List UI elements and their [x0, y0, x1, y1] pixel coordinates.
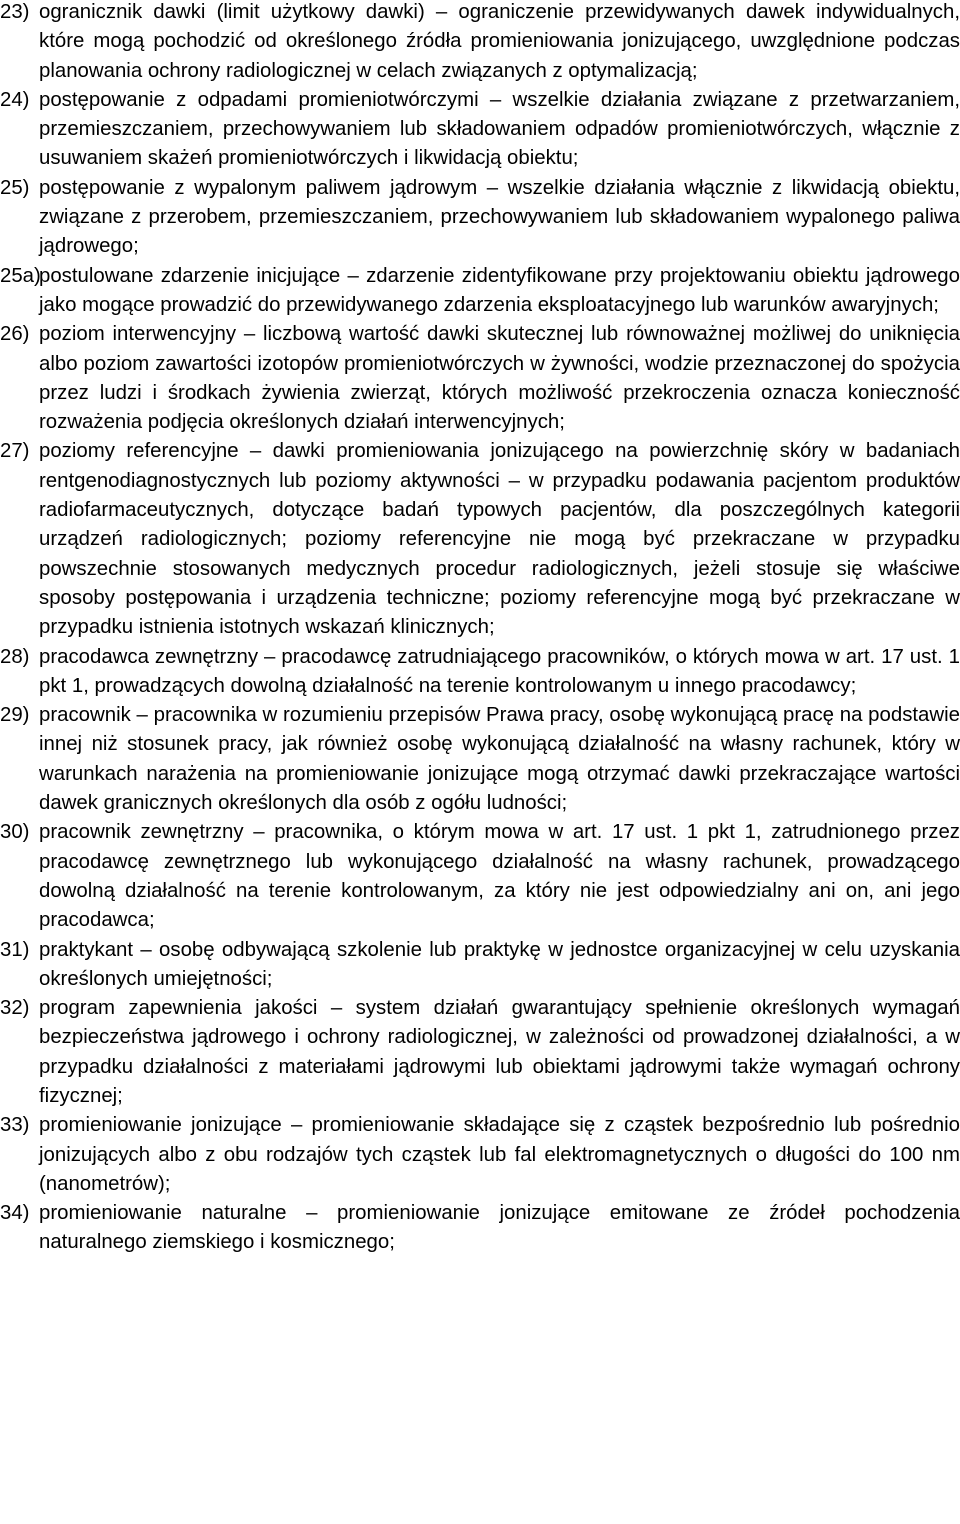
definition-text: program zapewnienia jakości – system działań gwarantujący spełnienie określonych wymagań bezpieczeństwa jądrowego i ochrony radiologicznej, w zależności od prowadzonej działalności, a w przypadku działalności z materiałami jądrowymi lub obiektami jądrowymi także wymagań ochrony fizycznej; — [39, 997, 960, 1107]
definition-number: 23) — [0, 1, 30, 23]
definition-item — [0, 437, 960, 642]
definition-text: pracodawca zewnętrzny – pracodawcę zatrudniającego pracowników, o których mowa w art. 17 ust. 1 pkt 1, prowadzących dowolną działalność na terenie kontrolowanym u innego pracodawcy; — [39, 645, 960, 697]
definition-item — [0, 936, 960, 995]
definition-text: poziomy referencyjne – dawki promieniowania jonizującego na powierzchnię skóry w badaniach rentgenodiagnostycznych lub poziomy aktywności – w przypadku podawania pacjentom produktów radiofarmaceutycznych, dotyczące badań typowych pacjentów, dla poszczególnych kategorii urządzeń radiologicznych; poziomy referencyjne nie mogą być przekraczane w przypadku powszechnie stosowanych medycznych procedur radiologicznych, jeżeli stosuje się właściwe sposoby postępowania i urządzenia techniczne; poziomy referencyjne mogą być przekraczane w przypadku istnienia istotnych wskazań klinicznych; — [39, 440, 960, 639]
definition-item — [0, 0, 960, 86]
definition-text: pracownik – pracownika w rozumieniu przepisów Prawa pracy, osobę wykonującą pracę na podstawie innej niż stosunek pracy, jak również osobę wykonującą działalność na własny rachunek, który w warunkach narażenia na promieniowanie jonizujące mogą otrzymać dawki przekraczające wartości dawek granicznych określonych dla osób z ogółu ludności; — [39, 704, 960, 815]
definition-text: postępowanie z odpadami promieniotwórczymi – wszelkie działania związane z przetwarzaniem, przemieszczaniem, przechowywaniem lub składowaniem odpadów promieniotwórczych, włącznie z usuwaniem skażeń promieniotwórczych i likwidacją obiektu; — [39, 88, 960, 170]
definition-item — [0, 701, 960, 818]
definition-item — [0, 1111, 960, 1199]
definition-text: praktykant – osobę odbywającą szkolenie lub praktykę w jednostce organizacyjnej w celu uzyskania określonych umiejętności; — [39, 938, 960, 990]
definition-item — [0, 86, 960, 174]
definition-number: 25a) — [0, 264, 41, 287]
definition-item — [0, 818, 960, 935]
definition-text: postulowane zdarzenie inicjujące – zdarzenie zidentyfikowane przy projektowaniu obiektu jądrowego jako mogące prowadzić do przewidywanego zdarzenia eksploatacyjnego lub warunków awaryjnych; — [39, 264, 960, 316]
definition-text: promieniowanie naturalne – promieniowanie jonizujące emitowane ze źródeł pochodzenia naturalnego ziemskiego i kosmicznego; — [39, 1202, 960, 1254]
definition-item — [0, 994, 960, 1111]
definition-number: 27) — [0, 440, 30, 463]
definition-item — [0, 320, 960, 437]
definition-number: 24) — [0, 88, 30, 111]
definition-item — [0, 643, 960, 702]
definition-item — [0, 262, 960, 321]
definition-number: 31) — [0, 938, 30, 961]
definition-number: 32) — [0, 997, 30, 1020]
definition-text: postępowanie z wypalonym paliwem jądrowym – wszelkie działania włącznie z likwidacją obiektu, związane z przerobem, przemieszczaniem, przechowywaniem lub składowaniem wypalonego paliwa jądrowego; — [39, 176, 960, 258]
definition-number: 26) — [0, 323, 30, 346]
definition-number: 29) — [0, 704, 30, 727]
definition-text: pracownik zewnętrzny – pracownika, o którym mowa w art. 17 ust. 1 pkt 1, zatrudnionego przez pracodawcę zewnętrznego lub wykonującego działalność na własny rachunek, prowadzącego dowolną działalność na terenie kontrolowanym, za który nie jest odpowiedzialny ani on, ani jego pracodawca; — [39, 821, 960, 932]
definition-item — [0, 174, 960, 262]
definition-text: ogranicznik dawki (limit użytkowy dawki) – ograniczenie przewidywanych dawek indywidualnych, które mogą pochodzić od określonego źródła promieniowania jonizującego, uwzględnione podczas planowania ochrony radiologicznej w celach związanych z optymalizacją; — [39, 1, 960, 82]
definition-item — [0, 1199, 960, 1258]
definition-text: poziom interwencyjny – liczbową wartość dawki skutecznej lub równoważnej możliwej do uniknięcia albo poziom zawartości izotopów promieniotwórczych w żywności, wodzie przeznaczonej do spożycia przez ludzi i środkach żywienia zwierząt, których możliwość przekroczenia oznacza konieczność rozważenia podjęcia określonych działań interwencyjnych; — [39, 323, 960, 434]
definition-number: 28) — [0, 645, 30, 668]
definition-number: 34) — [0, 1202, 30, 1225]
definition-number: 30) — [0, 821, 30, 844]
definition-number: 25) — [0, 176, 30, 199]
definition-number: 33) — [0, 1114, 30, 1137]
definition-text: promieniowanie jonizujące – promieniowanie składające się z cząstek bezpośrednio lub pośrednio jonizujących albo z obu rodzajów tych cząstek lub fal elektromagnetycznych o długości do 100 nm (nanometrów); — [39, 1114, 960, 1195]
